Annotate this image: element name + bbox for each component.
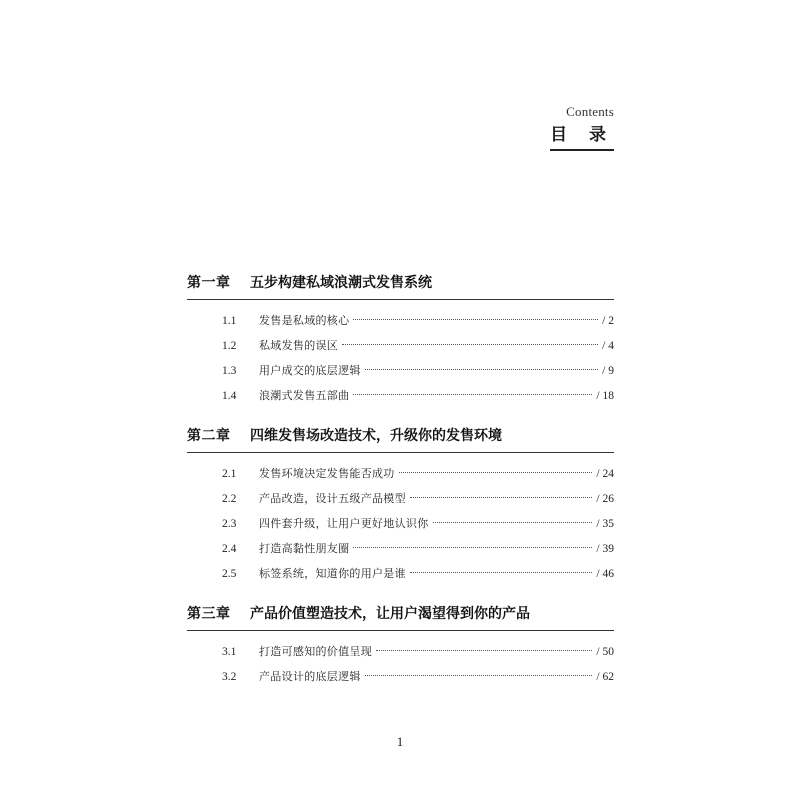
toc-entry[interactable] [187, 561, 614, 586]
section-title: 打造高黏性朋友圈 [259, 542, 350, 555]
page-ref: / 39 [596, 543, 614, 555]
contents-title-zh: 目 录 [550, 123, 614, 151]
page-number: 1 [396, 734, 404, 749]
dot-leader [353, 547, 592, 548]
dot-leader [353, 394, 592, 395]
dot-leader [365, 675, 593, 676]
chapter-divider [187, 452, 614, 453]
section-number: 1.3 [222, 365, 237, 377]
table-of-contents [187, 267, 614, 689]
section-title: 用户成交的底层逻辑 [259, 364, 361, 377]
section-number: 1.1 [222, 315, 237, 327]
contents-title-en: Contents [566, 104, 614, 119]
section-title: 产品改造，设计五级产品模型 [259, 492, 406, 505]
section-number: 2.1 [222, 468, 237, 480]
section-title: 产品设计的底层逻辑 [259, 670, 361, 683]
chapter-heading[interactable] [187, 420, 614, 450]
toc-entry[interactable] [187, 511, 614, 536]
section-title: 发售是私域的核心 [259, 314, 350, 327]
page-ref: / 2 [602, 315, 614, 327]
section-title: 四件套升级，让用户更好地认识你 [259, 517, 429, 530]
chapter-divider [187, 630, 614, 631]
toc-entry[interactable] [187, 383, 614, 408]
section-number: 2.5 [222, 568, 237, 580]
section-number: 1.2 [222, 340, 237, 352]
section-title: 打造可感知的价值呈现 [259, 645, 372, 658]
chapter-heading[interactable] [187, 598, 614, 628]
section-title: 私域发售的误区 [259, 339, 339, 352]
chapter-gap [187, 586, 614, 598]
toc-entry[interactable] [187, 536, 614, 561]
page-ref: / 24 [596, 468, 614, 480]
toc-entry[interactable] [187, 308, 614, 333]
page-ref: / 46 [596, 568, 614, 580]
page-ref: / 26 [596, 493, 614, 505]
chapter-heading[interactable] [187, 267, 614, 297]
chapter-divider [187, 299, 614, 300]
section-number: 1.4 [222, 390, 237, 402]
chapter-number: 第一章 [187, 275, 231, 291]
section-number: 3.2 [222, 671, 237, 683]
contents-header [550, 104, 614, 151]
chapter-gap [187, 408, 614, 420]
toc-entry[interactable] [187, 664, 614, 689]
chapter-title: 产品价值塑造技术，让用户渴望得到你的产品 [250, 606, 530, 622]
section-number: 2.2 [222, 493, 237, 505]
dot-leader [410, 497, 593, 498]
page-ref: / 4 [602, 340, 614, 352]
dot-leader [433, 522, 593, 523]
dot-leader [342, 344, 598, 345]
chapter-number: 第二章 [187, 428, 231, 444]
toc-entry[interactable] [187, 461, 614, 486]
dot-leader [410, 572, 593, 573]
toc-entry[interactable] [187, 358, 614, 383]
dot-leader [376, 650, 592, 651]
page-ref: / 18 [596, 390, 614, 402]
page-ref: / 62 [596, 671, 614, 683]
section-title: 浪潮式发售五部曲 [259, 389, 350, 402]
section-number: 2.3 [222, 518, 237, 530]
chapter-number: 第三章 [187, 606, 231, 622]
chapter-title: 五步构建私域浪潮式发售系统 [250, 275, 432, 291]
toc-entry[interactable] [187, 639, 614, 664]
toc-entry[interactable] [187, 486, 614, 511]
section-number: 2.4 [222, 543, 237, 555]
section-title: 发售环境决定发售能否成功 [259, 467, 395, 480]
chapter-title: 四维发售场改造技术，升级你的发售环境 [250, 428, 502, 444]
page-ref: / 35 [596, 518, 614, 530]
dot-leader [365, 369, 598, 370]
dot-leader [353, 319, 598, 320]
page-ref: / 50 [596, 646, 614, 658]
section-number: 3.1 [222, 646, 237, 658]
page-ref: / 9 [602, 365, 614, 377]
section-title: 标签系统，知道你的用户是谁 [259, 567, 406, 580]
toc-entry[interactable] [187, 333, 614, 358]
dot-leader [399, 472, 593, 473]
